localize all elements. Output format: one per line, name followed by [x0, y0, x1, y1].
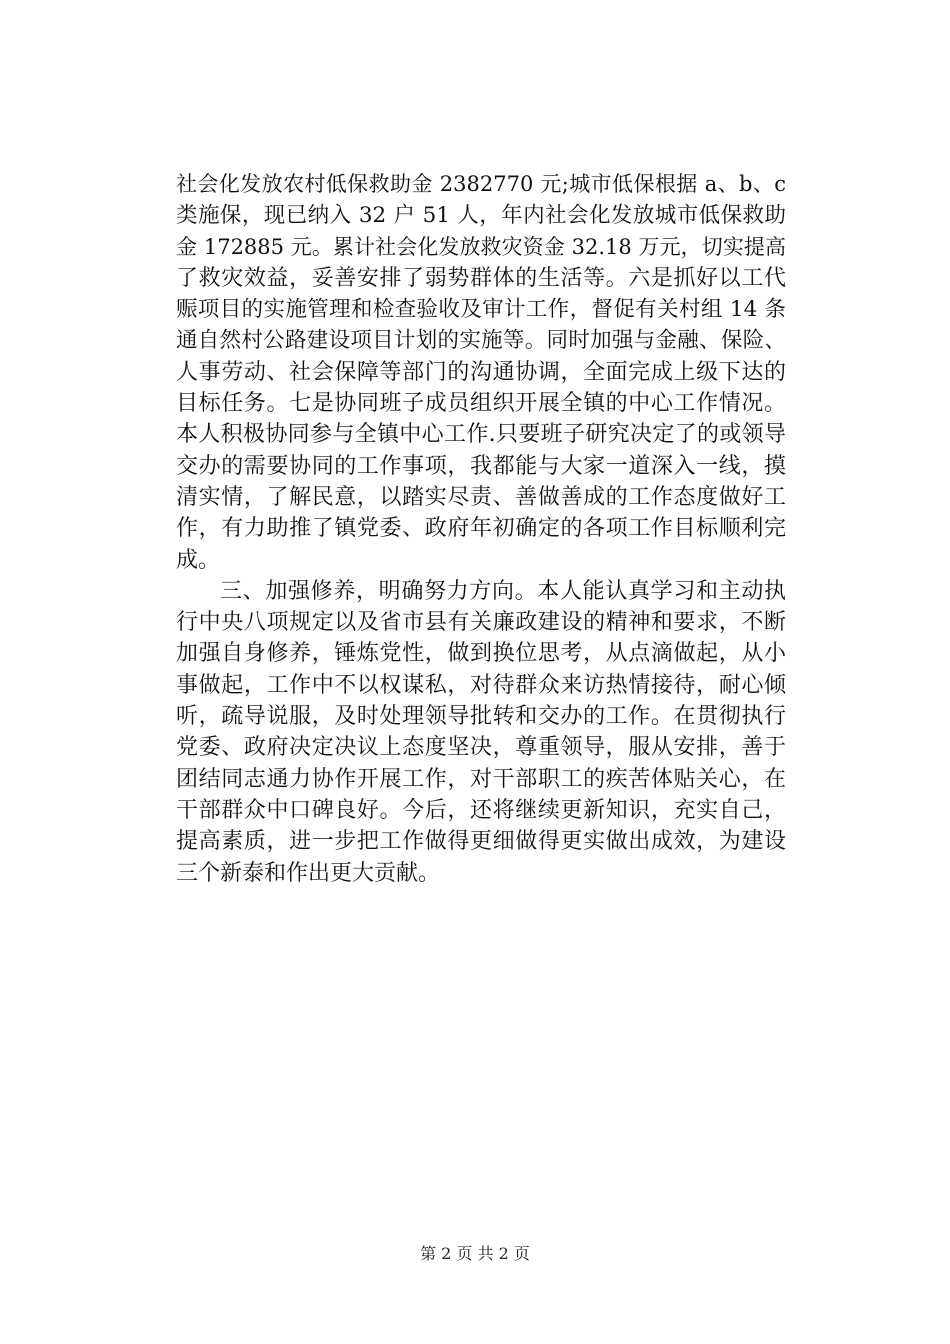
text-line: 交办的需要协同的工作事项，我都能与大家一道深入一线，摸	[176, 453, 786, 479]
page-footer	[0, 1244, 950, 1264]
text-line: 行中央八项规定以及省市县有关廉政建设的精神和要求，不断	[176, 610, 786, 636]
text-line: 清实情，了解民意，以踏实尽责、善做善成的工作态度做好工	[176, 484, 786, 510]
text-line: 干部群众中口碑良好。今后，还将继续更新知识，充实自己，	[176, 797, 786, 823]
text-line: 目标任务。七是协同班子成员组织开展全镇的中心工作情况。	[176, 391, 786, 417]
text-line: 社会化发放农村低保救助金 2382770 元;城市低保根据 a、b、c	[176, 172, 786, 196]
text-line: 提高素质，进一步把工作做得更细做得更实做出成效，为建设	[176, 829, 786, 855]
text-line: 类施保，现已纳入 32 户 51 人，年内社会化发放城市低保救助	[176, 203, 786, 229]
text-line: 成。	[176, 547, 221, 573]
text-line: 赈项目的实施管理和检查验收及审计工作，督促有关村组 14 条	[176, 297, 786, 323]
text-line: 金 172885 元。累计社会化发放救灾资金 32.18 万元，切实提高	[176, 234, 786, 259]
text-line: 党委、政府决定决议上态度坚决，尊重领导，服从安排，善于	[176, 735, 786, 761]
text-line: 团结同志通力协作开展工作，对干部职工的疾苦体贴关心，在	[176, 766, 786, 792]
text-line: 事做起，工作中不以权谋私，对待群众来访热情接待，耐心倾	[176, 672, 786, 698]
text-line: 加强自身修养，锤炼党性，做到换位思考，从点滴做起，从小	[176, 641, 786, 667]
text-line: 听，疏导说服，及时处理领导批转和交办的工作。在贯彻执行	[176, 704, 786, 730]
text-line: 通自然村公路建设项目计划的实施等。同时加强与金融、保险、	[176, 328, 786, 354]
text-line: 作，有力助推了镇党委、政府年初确定的各项工作目标顺利完	[176, 516, 786, 542]
text-line: 三、加强修养，明确努力方向。本人能认真学习和主动执	[220, 578, 786, 604]
page-number: 第 2 页 共 2 页	[420, 1244, 530, 1263]
body-text	[176, 169, 786, 889]
text-line: 了救灾效益，妥善安排了弱势群体的生活等。六是抓好以工代	[176, 265, 786, 291]
text-line: 人事劳动、社会保障等部门的沟通协调，全面完成上级下达的	[176, 359, 786, 385]
text-line: 本人积极协同参与全镇中心工作.只要班子研究决定了的或领导	[176, 422, 786, 448]
text-line: 三个新泰和作出更大贡献。	[176, 860, 441, 886]
